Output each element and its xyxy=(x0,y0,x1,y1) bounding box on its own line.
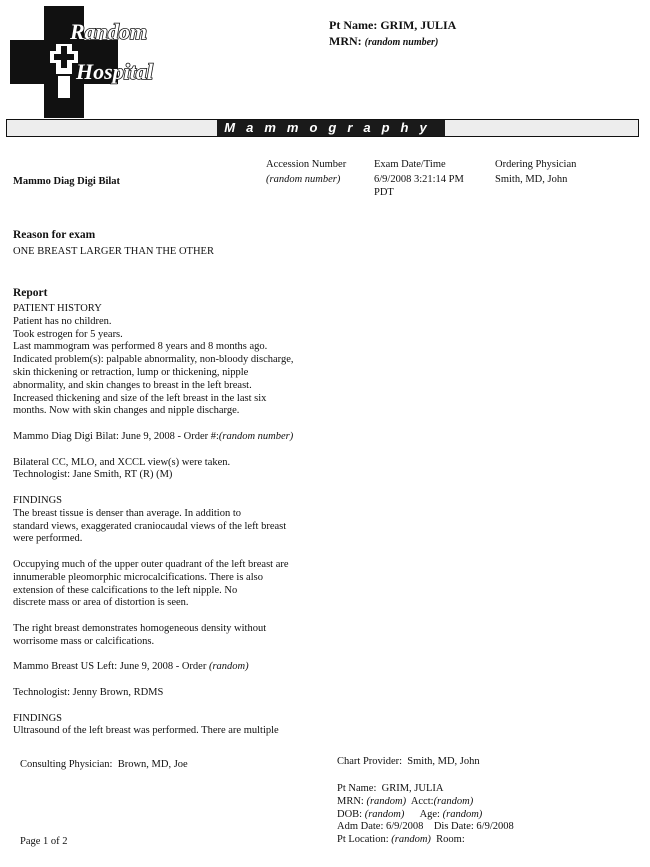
logo-text-hospital: Hospital xyxy=(76,59,154,84)
datetime-value: 6/9/2008 3:21:14 PM PDT xyxy=(374,174,464,198)
section-banner xyxy=(6,119,639,137)
pt-name-label: Pt Name: xyxy=(329,18,378,32)
consulting-physician: Consulting Physician: Brown, MD, Joe xyxy=(20,759,188,770)
history-heading: PATIENT HISTORY xyxy=(13,303,102,314)
page-number: Page 1 of 2 xyxy=(20,836,68,847)
findings2-heading: FINDINGS xyxy=(13,712,63,724)
order1-line: Mammo Diag Digi Bilat: June 9, 2008 - Order #:(random number) xyxy=(13,430,294,442)
logo-text-random: Random xyxy=(70,19,148,44)
accession-value: (random number) xyxy=(266,174,341,185)
hospital-logo xyxy=(10,6,162,118)
reason-text: ONE BREAST LARGER THAN THE OTHER xyxy=(13,246,214,257)
physician-value: Smith, MD, John xyxy=(495,174,568,185)
reason-heading: Reason for exam xyxy=(13,229,96,241)
mrn-value: (random number) xyxy=(364,37,439,48)
banner-title: Mammography xyxy=(224,120,438,135)
footer-patient-block: Pt Name: GRIM, JULIA MRN: (random) Acct:(random) DOB: (random) Age: (random) Adm Date: 6/9/2008 Dis Date: 6/9/2008 Pt Location: (random) Room: xyxy=(337,783,514,846)
procedure-name: Mammo Diag Digi Bilat xyxy=(13,176,121,187)
datetime-label: Exam Date/Time xyxy=(374,159,446,170)
order2-line: Mammo Breast US Left: June 9, 2008 - Order (random) xyxy=(13,661,249,673)
accession-label: Accession Number xyxy=(266,159,347,170)
report-heading: Report xyxy=(13,287,48,299)
mrn-label: MRN: xyxy=(329,34,362,48)
chart-provider: Chart Provider: Smith, MD, John xyxy=(337,756,480,767)
findings1-heading: FINDINGS xyxy=(13,494,63,506)
physician-label: Ordering Physician xyxy=(495,159,577,170)
header-patient-info xyxy=(329,17,456,51)
report-body: PATIENT HISTORY Patient has no children. Took estrogen for 5 years. Last mammogram was performed 8 years and 8 months ago. Indicated problem(s): palpable abnormality, non-bloody discharge, skin thickening or retraction, lump or thickening, nipple abnormality, and skin changes to breast in the left breast. Increased thickening and size of the left breast in the last six months. Now with skin changes and nipple discharge. Mammo Diag Digi Bilat: June 9, 2008 - Order #:(random number) Bilateral CC, MLO, and XCCL view(s) were taken. Technologist: Jane Smith, RT (R) (M) FINDINGS The breast tissue is denser than average. In addition to standard views, exaggerated craniocaudal views of the left breast were performed. Occupying much of the upper outer quadrant of the left breast are innumerable pleomorphic microcalcifications. There is also extension of these calcifications to the left nipple. No discrete mass or area of distortion is seen. The right breast demonstrates homogeneous density without worrisome mass or calcifications. Mammo Breast US Left: June 9, 2008 - Order (random) Technologist: Jenny Brown, RDMS FINDINGS Ultrasound of the left breast was performed. There are multiple xyxy=(13,303,294,737)
pt-name-value: GRIM, JULIA xyxy=(380,18,457,32)
